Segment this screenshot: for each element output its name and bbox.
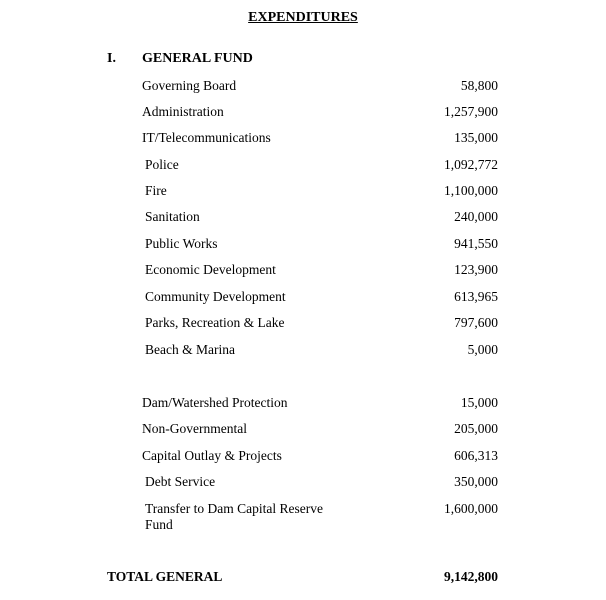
line-item-label: Dam/Watershed Protection: [142, 395, 288, 410]
line-item-amount: 58,800: [460, 78, 498, 93]
line-item-label: Community Development: [145, 289, 286, 304]
section-title: GENERAL FUND: [142, 51, 253, 66]
line-item-label: Fire: [145, 183, 167, 198]
line-item-label: Transfer to Dam Capital Reserve Fund: [145, 501, 323, 532]
line-item-amount: 613,965: [454, 289, 498, 304]
table-row: [142, 157, 498, 175]
line-item-label: Governing Board: [142, 78, 237, 93]
section-number: I.: [107, 51, 116, 66]
table-row: [142, 448, 498, 466]
line-item-amount: 123,900: [454, 262, 498, 277]
line-item-label: Capital Outlay & Projects: [142, 448, 282, 463]
total-amount: 9,142,800: [444, 569, 498, 584]
table-row: [142, 395, 498, 413]
table-row: [142, 209, 498, 227]
line-item-label: IT/Telecommunications: [142, 130, 271, 145]
table-row: [142, 236, 498, 254]
line-item-label: Public Works: [145, 236, 218, 251]
line-item-amount: 1,100,000: [444, 183, 498, 198]
line-item-label: Beach & Marina: [145, 342, 235, 357]
table-row: [142, 130, 498, 148]
line-item-amount: 240,000: [454, 209, 498, 224]
line-item-label: Police: [145, 157, 179, 172]
line-item-amount: 205,000: [454, 421, 498, 436]
line-item-label: Parks, Recreation & Lake: [145, 315, 285, 330]
line-item-amount: 5,000: [467, 342, 498, 357]
line-item-amount: 941,550: [454, 236, 498, 251]
line-item-label: Administration: [142, 104, 224, 119]
line-item-label: Non-Governmental: [142, 421, 247, 436]
line-item-amount: 1,092,772: [444, 157, 498, 172]
line-item-amount: 1,600,000: [444, 501, 498, 516]
table-row: [142, 289, 498, 307]
table-row: [142, 315, 498, 333]
table-row: [142, 474, 498, 492]
table-row: [142, 78, 498, 96]
line-item-amount: 797,600: [454, 315, 498, 330]
table-row: [142, 183, 498, 201]
line-item-amount: 135,000: [454, 130, 498, 145]
line-item-amount: 606,313: [454, 448, 498, 463]
line-item-amount: 15,000: [460, 395, 498, 410]
line-item-amount: 1,257,900: [444, 104, 498, 119]
line-item-label: Debt Service: [145, 474, 216, 489]
line-item-amount: 350,000: [454, 474, 498, 489]
table-row: [142, 421, 498, 439]
table-row: [142, 104, 498, 122]
page-title: EXPENDITURES: [248, 10, 358, 25]
line-item-label: Economic Development: [145, 262, 276, 277]
table-row: [142, 501, 498, 535]
table-row: [142, 342, 498, 360]
line-item-label: Sanitation: [145, 209, 200, 224]
total-label: TOTAL GENERAL: [107, 569, 223, 584]
table-row: [142, 262, 498, 280]
